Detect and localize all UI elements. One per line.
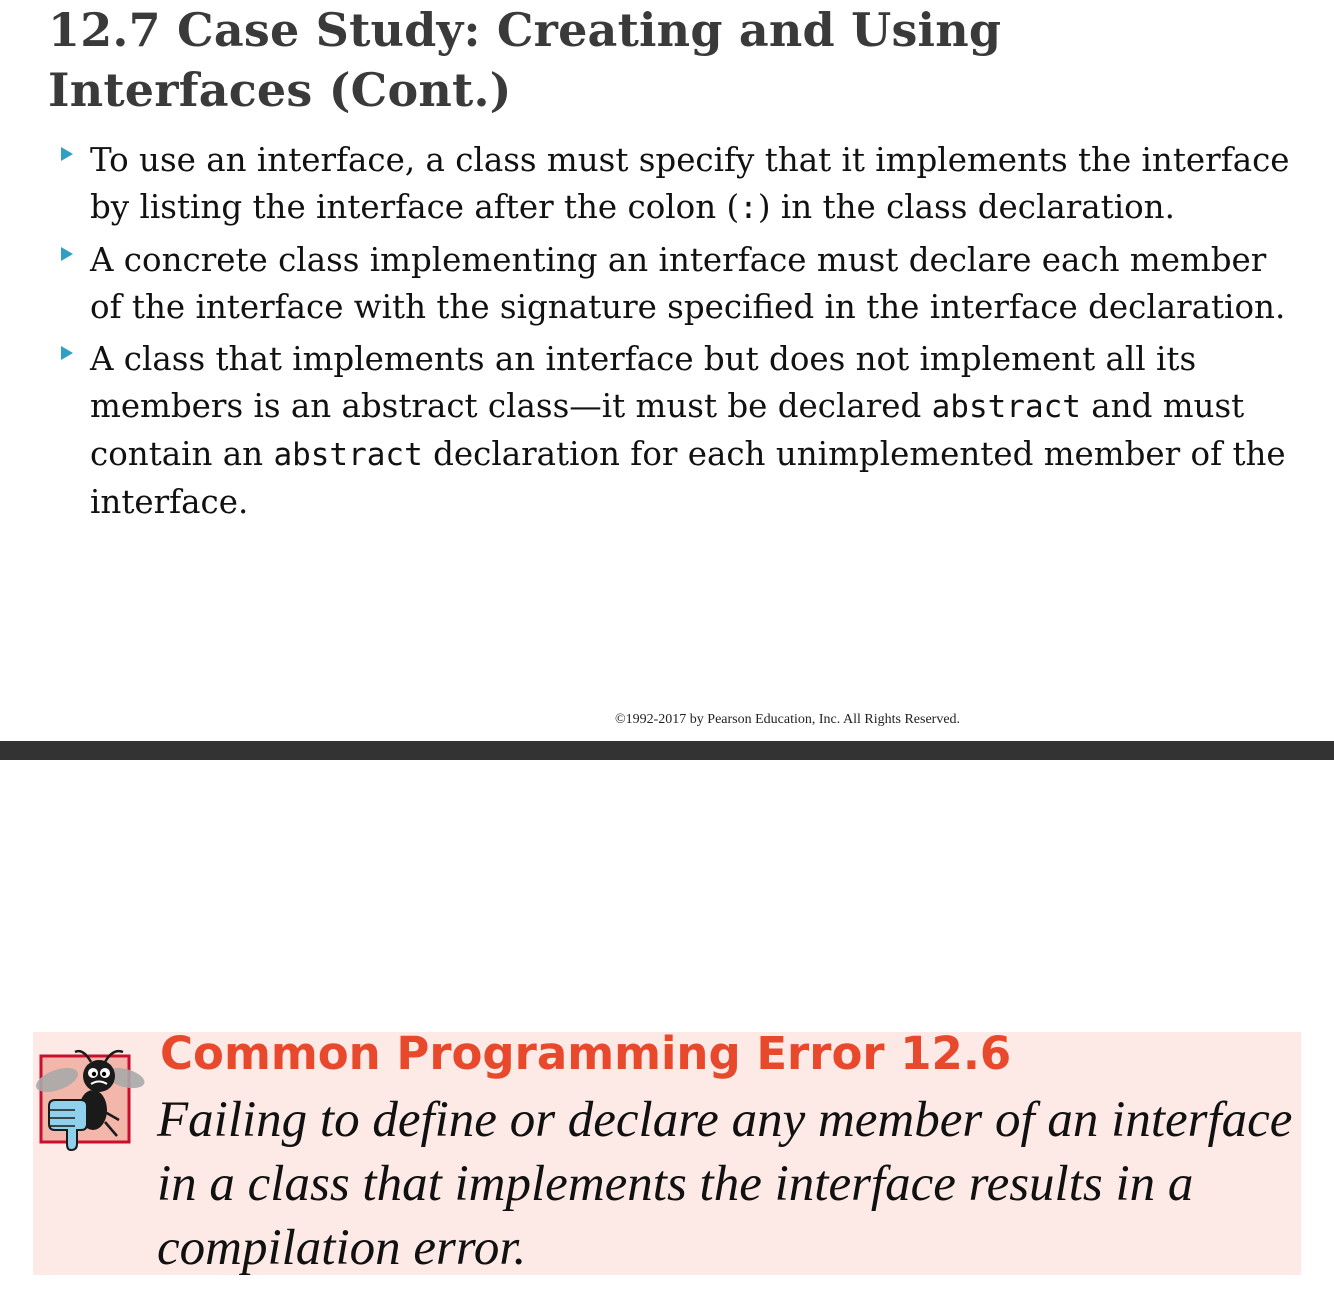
bullet-arrow-icon xyxy=(61,147,73,161)
code-keyword-abstract: abstract xyxy=(931,389,1081,425)
common-error-callout xyxy=(33,1027,1301,1276)
copyright-notice: ©1992-2017 by Pearson Education, Inc. All Rights Reserved. xyxy=(615,712,961,727)
error-description: Failing to define or declare any member of an interface in a class that implements the interface results in a compilation error. xyxy=(157,1092,1293,1276)
bug-thumbs-down-icon xyxy=(35,1040,145,1152)
bullet-text: To use an interface, a class must specify that it implements the interface by listing the interface after the colon ( xyxy=(90,141,1290,226)
bullet-item xyxy=(58,336,1298,526)
bullet-text: and must contain an xyxy=(90,387,1245,473)
bullet-item xyxy=(58,137,1298,232)
bullet-text: A class that implements an interface but does not implement all its members is an abstract class—it must be declared xyxy=(90,340,1197,425)
bullet-text: declaration for each unimplemented member of the interface. xyxy=(90,435,1286,521)
code-keyword-abstract: abstract xyxy=(273,437,423,473)
bullet-text: ) in the class declaration. xyxy=(757,188,1175,226)
code-colon: : xyxy=(739,190,758,226)
error-heading: Common Programming Error 12.6 xyxy=(160,1027,1012,1080)
bullet-item xyxy=(58,237,1298,331)
bullet-arrow-icon xyxy=(61,346,73,360)
slide-divider xyxy=(0,741,1334,760)
bullet-list xyxy=(58,137,1298,531)
bullet-text: A concrete class implementing an interface must declare each member of the interface with the signature specified in the interface declaration. xyxy=(90,241,1286,326)
slide-title: 12.7 Case Study: Creating and Using Interfaces (Cont.) xyxy=(48,3,1002,117)
bullet-arrow-icon xyxy=(61,247,73,261)
